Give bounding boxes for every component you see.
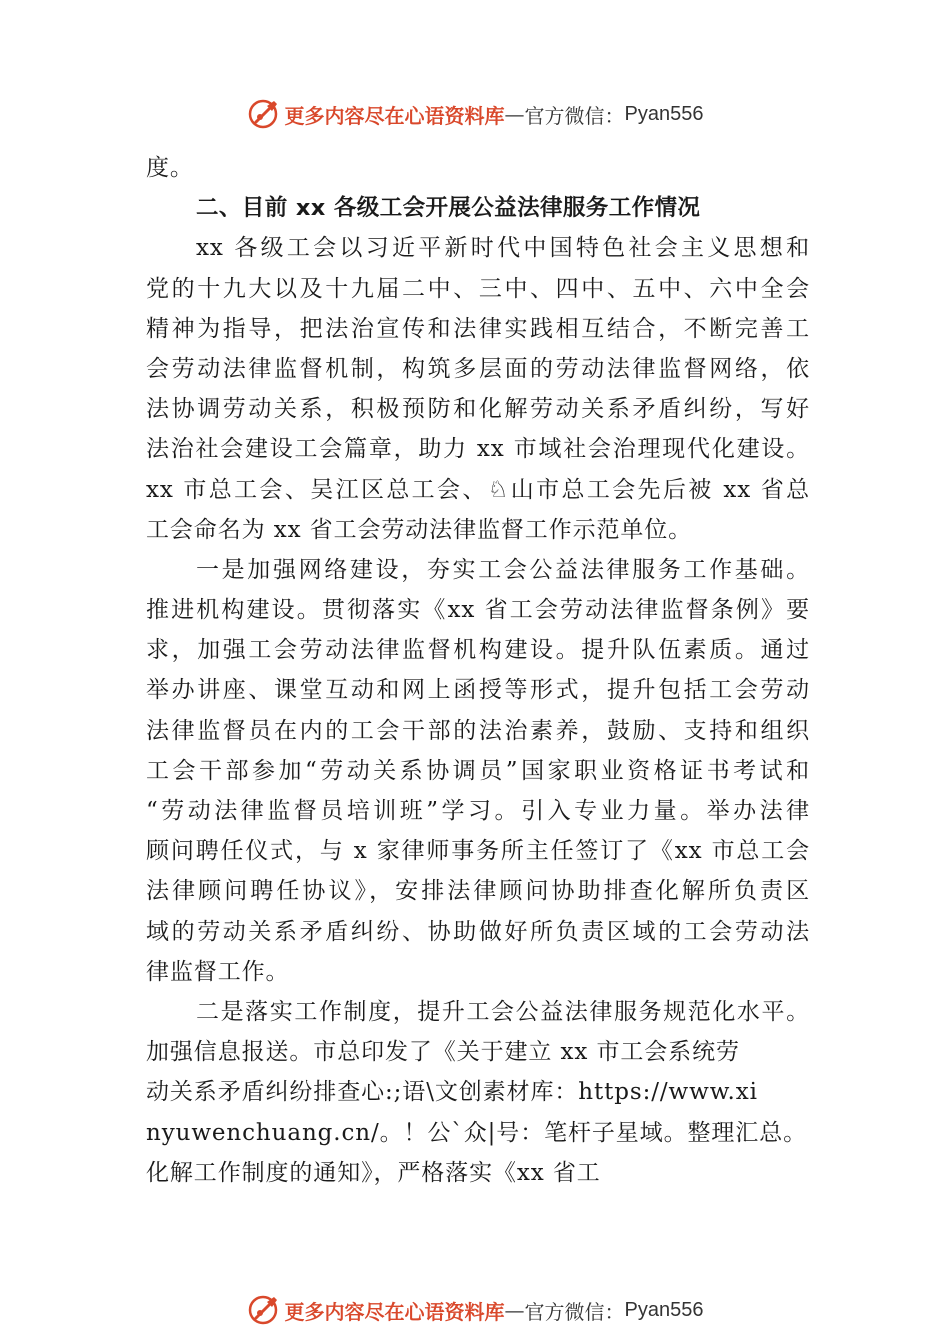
watermark-sub-text: 官方微信： xyxy=(524,103,625,128)
watermark-main-text: 更多内容尽在心语资料库 xyxy=(284,103,505,128)
body-line: 度。 xyxy=(146,155,194,181)
body-line: 工会干部参加“劳动关系协调员”国家职业资格证书考试和 xyxy=(146,757,810,784)
watermark-banner-bottom xyxy=(0,1290,950,1330)
body-line: nyuwenchuang.cn/。！公`众|号：笔杆子星域。整理汇总。 xyxy=(146,1119,807,1146)
body-line: 精神为指导，把法治宣传和法律实践相互结合，不断完善工 xyxy=(146,315,810,342)
body-line: 律监督工作。 xyxy=(146,958,290,985)
body-line: 一是加强网络建设，夯实工会公益法律服务工作基础。 xyxy=(196,556,810,583)
body-line: 动关系矛盾纠纷排查心:;语\文创素材库：https://www.xi xyxy=(146,1079,758,1106)
body-line: 域的劳动关系矛盾纠纷、协助做好所负责区域的工会劳动法 xyxy=(146,918,810,945)
body-line: 加强信息报送。市总印发了《关于建立 xx 市工会系统劳 xyxy=(146,1039,740,1066)
body-line: xx 各级工会以习近平新时代中国特色社会主义思想和 xyxy=(196,235,810,262)
body-line: 二是落实工作制度，提升工会公益法律服务规范化水平。 xyxy=(196,998,810,1025)
body-line: 法律监督员在内的工会干部的法治素养，鼓励、支持和组织 xyxy=(146,717,810,744)
body-line: xx 市总工会、吴江区总工会、♘山市总工会先后被 xx 省总 xyxy=(146,476,810,503)
body-line: 党的十九大以及十九届二中、三中、四中、五中、六中全会 xyxy=(146,275,810,302)
body-line: 会劳动法律监督机制，构筑多层面的劳动法律监督网络，依 xyxy=(146,355,810,382)
body-line: 化解工作制度的通知》，严格落实《xx 省工 xyxy=(146,1159,601,1186)
watermark-account: Pyan556 xyxy=(624,1298,704,1321)
body-line: “劳动法律监督员培训班”学习。引入专业力量。举办法律 xyxy=(146,798,810,824)
pen-logo-icon xyxy=(247,97,281,131)
body-line: 推进机构建设。贯彻落实《xx 省工会劳动法律监督条例》要 xyxy=(146,597,810,624)
watermark-sub-text: 官方微信： xyxy=(524,1299,625,1324)
body-line: 法治社会建设工会篇章，助力 xx 市域社会治理现代化建设。 xyxy=(146,436,810,463)
watermark-dash: — xyxy=(504,1298,525,1322)
body-line: 顾问聘任仪式，与 x 家律师事务所主任签订了《xx 市总工会 xyxy=(146,838,810,865)
watermark-account: Pyan556 xyxy=(624,102,704,125)
body-line: 举办讲座、课堂互动和网上函授等形式，提升包括工会劳动 xyxy=(146,677,810,704)
document-body xyxy=(146,148,810,1193)
pen-logo-icon xyxy=(247,1293,281,1327)
body-line: 求，加强工会劳动法律监督机构建设。提升队伍素质。通过 xyxy=(146,637,810,664)
watermark-main-text: 更多内容尽在心语资料库 xyxy=(284,1299,505,1324)
watermark-dash: — xyxy=(504,102,525,126)
body-line: 法协调劳动关系，积极预防和化解劳动关系矛盾纠纷，写好 xyxy=(146,396,810,423)
body-line: 工会命名为 xx 省工会劳动法律监督工作示范单位。 xyxy=(146,516,693,543)
section-heading: 二、目前 xx 各级工会开展公益法律服务工作情况 xyxy=(196,195,701,222)
body-line: 法律顾问聘任协议》，安排法律顾问协助排查化解所负责区 xyxy=(146,878,810,905)
watermark-banner-top xyxy=(0,94,950,134)
